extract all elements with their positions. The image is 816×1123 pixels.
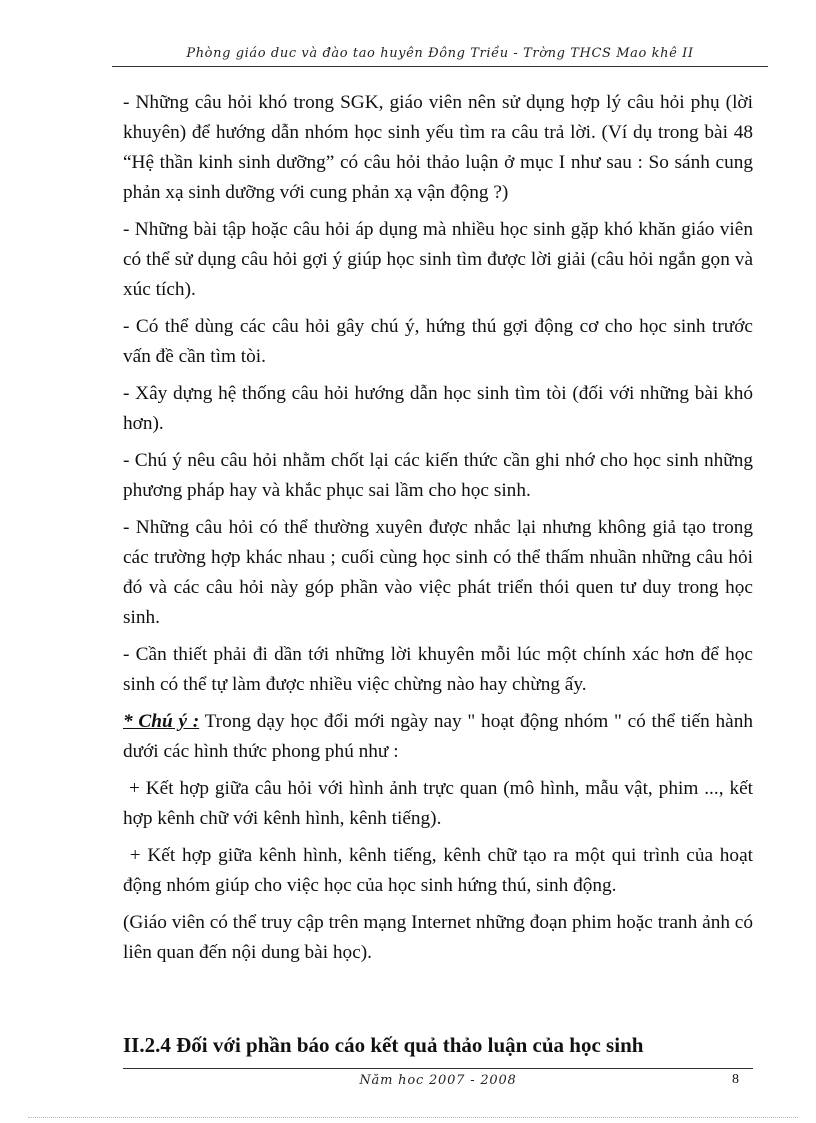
header-divider xyxy=(112,66,768,67)
page-header: Phòng giáo duc và đào tao huyên Đông Triều - Trờng THCS Mao khê II xyxy=(186,46,694,61)
paragraph: - Có thể dùng các câu hỏi gây chú ý, hứng thú gợi động cơ cho học sinh trước vấn đề cần tìm tòi. xyxy=(123,316,753,367)
bullet-item xyxy=(123,841,753,901)
page-footer: Năm hoc 2007 - 2008 xyxy=(359,1073,517,1088)
closing-paragraph: (Giáo viên có thể truy cập trên mạng Internet những đoạn phim hoặc tranh ảnh có liên quan đến nội dung bài học). xyxy=(123,912,753,963)
paragraph: - Những câu hỏi có thể thường xuyên được nhắc lại nhưng không giả tạo trong các trường hợp khác nhau ; cuối cùng học sinh có thể thấm nhuần những câu hỏi đó và các câu hỏi này góp phần vào việc phát triển thói quen tư duy trong học sinh. xyxy=(123,517,753,628)
paragraph: - Cần thiết phải đi dần tới những lời khuyên mỗi lúc một chính xác hơn để học sinh có thể tự làm được nhiều việc chừng nào hay chừng ấy. xyxy=(123,644,753,695)
paragraph: - Những câu hỏi khó trong SGK, giáo viên nên sử dụng hợp lý câu hỏi phụ (lời khuyên) để hướng dẫn nhóm học sinh yếu tìm ra câu trả lời. (Ví dụ trong bài 48 “Hệ thần kinh sinh dưỡng” có câu hỏi thảo luận ở mục I như sau : So sánh cung phản xạ sinh dưỡng với cung phản xạ vận động ?) xyxy=(123,92,753,203)
page-number: 8 xyxy=(732,1072,739,1087)
footer-divider xyxy=(123,1068,753,1069)
paragraph: - Những bài tập hoặc câu hỏi áp dụng mà nhiều học sinh gặp khó khăn giáo viên có thể sử dụng câu hỏi gợi ý giúp học sinh tìm được lời giải (câu hỏi ngắn gọn và xúc tích). xyxy=(123,219,753,300)
bullet-text: + Kết hợp giữa câu hỏi với hình ảnh trực quan (mô hình, mẫu vật, phim ..., kết hợp kênh chữ với kênh hình, kênh tiếng). xyxy=(123,778,753,829)
paragraph: - Xây dựng hệ thống câu hỏi hướng dẫn học sinh tìm tòi (đối với những bài khó hơn). xyxy=(123,383,753,434)
bullet-item xyxy=(123,774,753,834)
section-heading: II.2.4 Đối với phần báo cáo kết quả thảo luận của học sinh xyxy=(123,1033,644,1057)
paragraph: - Chú ý nêu câu hỏi nhằm chốt lại các kiến thức cần ghi nhớ cho học sinh những phương pháp hay và khắc phục sai lầm cho học sinh. xyxy=(123,450,753,501)
document-body xyxy=(123,88,753,975)
page-bottom-border xyxy=(28,1117,798,1118)
note-paragraph xyxy=(123,707,753,767)
note-label: * Chú ý : xyxy=(123,711,200,732)
bullet-text: + Kết hợp giữa kênh hình, kênh tiếng, kênh chữ tạo ra một qui trình của hoạt động nhóm giúp cho việc học của học sinh hứng thú, sinh động. xyxy=(123,845,753,896)
note-text: Trong dạy học đổi mới ngày nay " hoạt động nhóm " có thể tiến hành dưới các hình thức phong phú như : xyxy=(123,711,753,762)
